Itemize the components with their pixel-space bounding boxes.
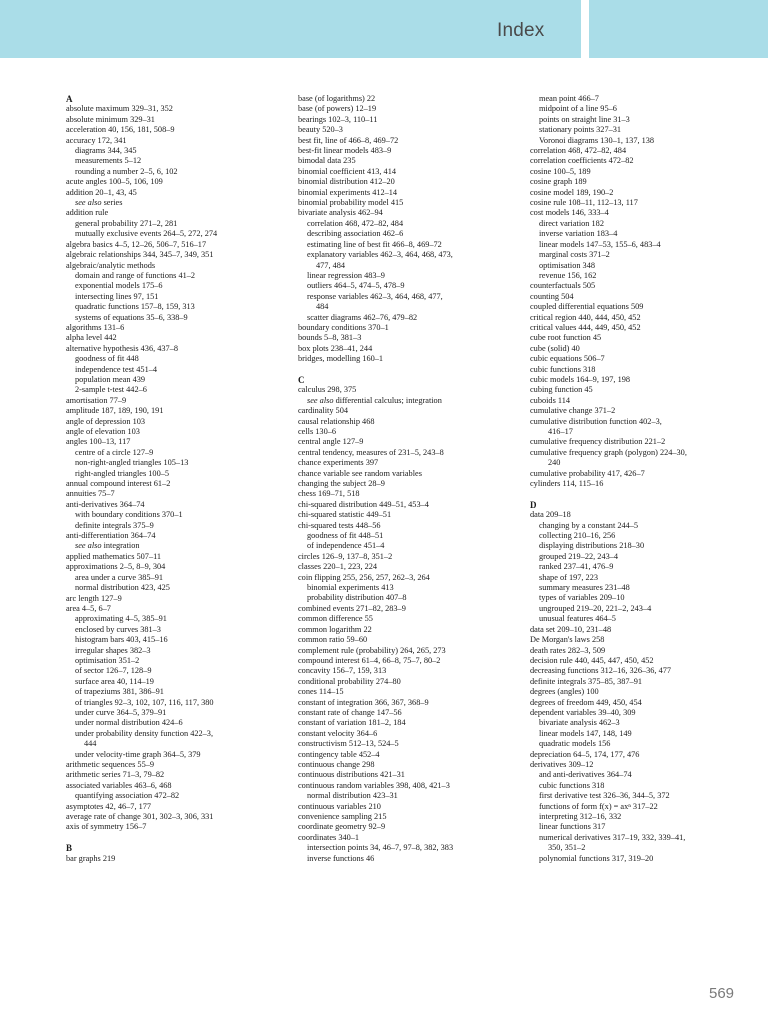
index-subentry: linear models 147–53, 155–6, 483–4	[539, 239, 661, 249]
page-number: 569	[709, 985, 735, 1002]
index-subentry: quadratic functions 157–8, 159, 313	[75, 302, 195, 312]
index-subentry: histogram bars 403, 415–16	[75, 635, 168, 645]
index-entry: amplitude 187, 189, 190, 191	[66, 406, 164, 416]
index-entry: best-fit linear models 483–9	[298, 146, 392, 156]
header-band-divider	[581, 0, 589, 58]
index-entry: arc length 127–9	[66, 593, 122, 603]
index-subentry: see also series	[75, 198, 123, 208]
header-band-right	[589, 0, 768, 58]
index-column-1	[66, 94, 288, 864]
index-entry: conditional probability 274–80	[298, 676, 401, 686]
index-entry: dependent variables 39–40, 309	[530, 707, 636, 717]
index-entry: definite integrals 375–85, 387–91	[530, 676, 642, 686]
index-subentry: numerical derivatives 317–19, 332, 339–41,	[539, 832, 686, 842]
index-entry: bar graphs 219	[66, 853, 116, 863]
index-subentry: cubic functions 318	[539, 780, 605, 790]
index-subentry: under normal distribution 424–6	[75, 718, 183, 728]
index-letter-heading: B	[66, 843, 73, 854]
index-entry: cost models 146, 333–4	[530, 208, 609, 218]
index-subentry: goodness of fit 448	[75, 354, 139, 364]
index-subentry: right-angled triangles 100–5	[75, 468, 170, 478]
index-entry: applied mathematics 507–11	[66, 551, 162, 561]
index-entry: cube root function 45	[530, 333, 602, 343]
index-entry: common difference 55	[298, 614, 373, 624]
index-subentry: of triangles 92–3, 102, 107, 116, 117, 380	[75, 697, 214, 707]
index-subentry: linear models 147, 148, 149	[539, 728, 632, 738]
index-entry: decreasing functions 312–16, 326–36, 477	[530, 666, 672, 676]
index-entry: cumulative change 371–2	[530, 406, 616, 416]
index-letter-heading: C	[298, 374, 305, 385]
index-entry: binomial experiments 412–14	[298, 187, 398, 197]
index-subentry: see also integration	[75, 541, 140, 551]
index-subentry: with boundary conditions 370–1	[75, 510, 183, 520]
section-gap	[298, 365, 523, 375]
index-entry: degrees (angles) 100	[530, 687, 599, 697]
index-entry: acceleration 40, 156, 181, 508–9	[66, 125, 175, 135]
index-subentry: independence test 451–4	[75, 364, 158, 374]
index-subentry: and anti-derivatives 364–74	[539, 770, 632, 780]
index-entry: bridges, modelling 160–1	[298, 354, 384, 364]
index-entry: angle of elevation 103	[66, 427, 140, 436]
index-subentry: intersecting lines 97, 151	[75, 291, 159, 301]
index-entry: calculus 298, 375	[298, 385, 357, 395]
index-letter-heading: A	[66, 94, 73, 104]
index-subentry: rounding a number 2–5, 6, 102	[75, 166, 178, 176]
index-entry: base (of powers) 12–19	[298, 104, 377, 114]
index-entry: addition 20–1, 43, 45	[66, 187, 137, 197]
index-entry: continuous change 298	[298, 759, 375, 769]
index-entry: acute angles 100–5, 106, 109	[66, 177, 163, 187]
index-entry: cubic equations 506–7	[530, 354, 605, 364]
index-entry: counterfactuals 505	[530, 281, 596, 291]
index-entry: chance experiments 397	[298, 458, 379, 468]
index-subentry: correlation 468, 472–82, 484	[307, 218, 404, 228]
index-subentry: inverse functions 46	[307, 853, 375, 863]
index-subentry: polynomial functions 317, 319–20	[539, 853, 654, 863]
index-subentry: shape of 197, 223	[539, 572, 598, 582]
index-entry: degrees of freedom 449, 450, 454	[530, 697, 642, 707]
index-subentry: collecting 210–16, 256	[539, 531, 616, 541]
index-entry: cosine 100–5, 189	[530, 166, 591, 176]
index-entry: data 209–18	[530, 510, 571, 520]
index-entry: cones 114–15	[298, 687, 344, 697]
index-subentry: midpoint of a line 95–6	[539, 104, 617, 114]
index-subentry: 350, 351–2	[548, 843, 586, 853]
index-entry: annuities 75–7	[66, 489, 115, 499]
index-subentry: centre of a circle 127–9	[75, 447, 154, 457]
index-entry: best fit, line of 466–8, 469–72	[298, 135, 399, 145]
index-subentry: probability distribution 407–8	[307, 593, 407, 603]
index-subentry: of trapeziums 381, 386–91	[75, 687, 164, 697]
index-subentry: 444	[84, 739, 97, 749]
index-subentry: grouped 219–22, 243–4	[539, 551, 619, 561]
index-subentry: area under a curve 385–91	[75, 572, 163, 582]
index-entry: decision rule 440, 445, 447, 450, 452	[530, 655, 654, 665]
index-entry: critical region 440, 444, 450, 452	[530, 312, 641, 322]
index-entry: constant of integration 366, 367, 368–9	[298, 697, 429, 707]
index-entry: algebraic/analytic methods	[66, 260, 156, 270]
index-subentry: stationary points 327–31	[539, 125, 622, 135]
index-entry: average rate of change 301, 302–3, 306, 331	[66, 812, 214, 822]
index-entry: angles 100–13, 117	[66, 437, 131, 447]
index-subentry: binomial experiments 413	[307, 583, 394, 593]
index-subentry: under probability density function 422–3,	[75, 728, 214, 738]
index-subentry: points on straight line 31–3	[539, 114, 630, 124]
index-entry: compound interest 61–4, 66–8, 75–7, 80–2	[298, 655, 441, 665]
index-entry: central tendency, measures of 231–5, 243–8	[298, 447, 444, 457]
index-subentry: types of variables 209–10	[539, 593, 625, 603]
index-entry: cubic models 164–9, 197, 198	[530, 374, 631, 384]
index-entry: cumulative frequency graph (polygon) 224–30,	[530, 447, 687, 457]
index-entry: accuracy 172, 341	[66, 135, 127, 145]
index-entry: alpha level 442	[66, 333, 117, 343]
index-entry: cube (solid) 40	[530, 343, 580, 353]
index-subentry: optimisation 348	[539, 260, 596, 270]
index-entry: constant of variation 181–2, 184	[298, 718, 406, 728]
index-entry: correlation coefficients 472–82	[530, 156, 634, 166]
index-subentry: under velocity-time graph 364–5, 379	[75, 749, 201, 759]
index-subentry: 240	[548, 458, 561, 468]
index-entry: associated variables 463–6, 468	[66, 780, 172, 790]
index-subentry: linear regression 483–9	[307, 270, 385, 280]
index-entry: constant rate of change 147–56	[298, 707, 402, 717]
index-entry: derivatives 309–12	[530, 759, 594, 769]
index-entry: continuous distributions 421–31	[298, 770, 405, 780]
index-subentry: 477, 484	[316, 260, 346, 270]
index-entry: beauty 520–3	[298, 125, 343, 135]
index-entry: arithmetic series 71–3, 79–82	[66, 770, 165, 780]
index-entry: anti-differentiation 364–74	[66, 531, 156, 541]
header-band	[0, 0, 581, 58]
index-entry: De Morgan's laws 258	[530, 635, 605, 645]
index-entry: counting 504	[530, 291, 574, 301]
index-entry: circles 126–9, 137–8, 351–2	[298, 551, 393, 561]
index-entry: box plots 238–41, 244	[298, 343, 373, 353]
index-subentry: ungrouped 219–20, 221–2, 243–4	[539, 603, 652, 613]
index-letter-heading: D	[530, 499, 537, 510]
index-entry: classes 220–1, 223, 224	[298, 562, 378, 572]
index-entry: amortisation 77–9	[66, 395, 127, 405]
index-subentry: definite integrals 375–9	[75, 520, 154, 530]
index-subentry: quantifying association 472–82	[75, 791, 180, 801]
index-subentry: inverse variation 183–4	[539, 229, 618, 239]
index-entry: algebra basics 4–5, 12–26, 506–7, 516–17	[66, 239, 207, 249]
index-subentry: measurements 5–12	[75, 156, 142, 166]
index-entry: cubic functions 318	[530, 364, 596, 374]
index-subentry: irregular shapes 382–3	[75, 645, 151, 655]
index-entry: common ratio 59–60	[298, 635, 368, 645]
index-subentry: quadratic models 156	[539, 739, 611, 749]
index-entry: cardinality 504	[298, 406, 348, 416]
index-entry: cells 130–6	[298, 426, 337, 436]
index-subentry: estimating line of best fit 466–8, 469–72	[307, 239, 442, 249]
index-entry: cumulative frequency distribution 221–2	[530, 437, 666, 447]
page-title: Index	[497, 20, 545, 41]
index-entry: central angle 127–9	[298, 437, 364, 447]
index-entry: cuboids 114	[530, 395, 571, 405]
index-entry: alternative hypothesis 436, 437–8	[66, 343, 178, 353]
index-entry: complement rule (probability) 264, 265, 273	[298, 645, 446, 655]
index-entry: anti-derivatives 364–74	[66, 499, 145, 509]
index-subentry: outliers 464–5, 474–5, 478–9	[307, 281, 405, 291]
index-entry: coin flipping 255, 256, 257, 262–3, 264	[298, 572, 430, 582]
index-subentry: ranked 237–41, 476–9	[539, 562, 614, 572]
index-entry: annual compound interest 61–2	[66, 479, 171, 489]
index-subentry: domain and range of functions 41–2	[75, 270, 196, 280]
index-entry: changing the subject 28–9	[298, 479, 385, 489]
index-entry: continuous variables 210	[298, 801, 381, 811]
index-entry: bimodal data 235	[298, 156, 356, 166]
index-entry: cosine graph 189	[530, 177, 587, 187]
index-entry: combined events 271–82, 283–9	[298, 603, 406, 613]
index-subentry: goodness of fit 448–51	[307, 531, 384, 541]
index-subentry: marginal costs 371–2	[539, 250, 610, 260]
index-subentry: systems of equations 35–6, 338–9	[75, 312, 188, 322]
index-entry: coordinate geometry 92–9	[298, 822, 386, 832]
index-subentry: diagrams 344, 345	[75, 146, 137, 156]
index-column-3	[530, 94, 740, 864]
index-subentry: direct variation 182	[539, 218, 604, 228]
index-entry: coordinates 340–1	[298, 832, 360, 842]
index-subentry: bivariate analysis 462–3	[539, 718, 620, 728]
index-subentry: enclosed by curves 381–3	[75, 624, 161, 634]
index-subentry: non-right-angled triangles 105–13	[75, 458, 189, 468]
index-subentry: Voronoi diagrams 130–1, 137, 138	[539, 135, 655, 145]
index-entry: chance variable see random variables	[298, 468, 422, 478]
index-entry: cylinders 114, 115–16	[530, 479, 604, 489]
index-subentry: 416–17	[548, 427, 573, 436]
index-entry: addition rule	[66, 208, 109, 218]
index-subentry: scatter diagrams 462–76, 479–82	[307, 312, 418, 322]
index-entry: absolute maximum 329–31, 352	[66, 104, 173, 114]
index-entry: continuous random variables 398, 408, 421–3	[298, 780, 450, 790]
index-entry: cubing function 45	[530, 385, 593, 395]
index-subentry: exponential models 175–6	[75, 281, 163, 291]
index-entry: common logarithm 22	[298, 624, 372, 634]
index-subentry: normal distribution 423, 425	[75, 583, 170, 593]
index-entry: convenience sampling 215	[298, 812, 387, 822]
index-subentry: general probability 271–2, 281	[75, 218, 178, 228]
index-subentry: under curve 364–5, 379–91	[75, 707, 167, 717]
index-entry: data set 209–10, 231–48	[530, 624, 612, 634]
index-subentry: of sector 126–7, 128–9	[75, 666, 152, 676]
index-entry: constant velocity 364–6	[298, 728, 378, 738]
index-subentry: mutually exclusive events 264–5, 272, 274	[75, 229, 218, 239]
index-entry: algorithms 131–6	[66, 322, 125, 332]
index-subentry: interpreting 312–16, 332	[539, 812, 622, 822]
index-entry: critical values 444, 449, 450, 452	[530, 322, 641, 332]
index-entry: coupled differential equations 509	[530, 302, 644, 312]
index-subentry: see also differential calculus; integration	[307, 395, 442, 405]
index-subentry: summary measures 231–48	[539, 583, 630, 593]
index-subentry: response variables 462–3, 464, 468, 477,	[307, 291, 443, 301]
index-subentry: first derivative test 326–36, 344–5, 372	[539, 791, 670, 801]
index-entry: concavity 156–7, 159, 313	[298, 666, 387, 676]
index-entry: correlation 468, 472–82, 484	[530, 146, 627, 156]
index-subentry: displaying distributions 218–30	[539, 541, 645, 551]
index-subentry: approximating 4–5, 385–91	[75, 614, 167, 624]
index-entry: causal relationship 468	[298, 416, 375, 426]
index-subentry: linear functions 317	[539, 822, 606, 832]
index-entry: cumulative probability 417, 426–7	[530, 468, 645, 478]
index-entry: cosine model 189, 190–2	[530, 187, 614, 197]
section-gap	[66, 833, 288, 843]
index-subentry: surface area 40, 114–19	[75, 676, 154, 686]
index-entry: area 4–5, 6–7	[66, 603, 111, 613]
index-subentry: intersection points 34, 46–7, 97–8, 382, 383	[307, 843, 454, 853]
index-entry: chi-squared distribution 449–51, 453–4	[298, 499, 429, 509]
index-entry: binomial probability model 415	[298, 198, 404, 208]
index-entry: chi-squared statistic 449–51	[298, 510, 392, 520]
index-subentry: unusual features 464–5	[539, 614, 616, 624]
index-entry: approximations 2–5, 8–9, 304	[66, 562, 166, 572]
index-entry: angle of depression 103	[66, 416, 146, 426]
section-gap	[530, 489, 740, 499]
index-entry: bearings 102–3, 110–11	[298, 114, 378, 124]
index-column-2	[298, 94, 523, 864]
index-subentry: functions of form f(x) = axⁿ 317–22	[539, 801, 658, 811]
index-entry: cumulative distribution function 402–3,	[530, 416, 662, 426]
index-entry: arithmetic sequences 55–9	[66, 760, 155, 769]
index-entry: chi-squared tests 448–56	[298, 520, 381, 530]
index-entry: binomial distribution 412–20	[298, 177, 395, 187]
index-subentry: population mean 439	[75, 374, 146, 384]
index-subentry: explanatory variables 462–3, 464, 468, 473,	[307, 250, 453, 260]
index-subentry: 484	[316, 302, 329, 312]
index-entry: contingency table 452–4	[298, 749, 380, 759]
index-entry: depreciation 64–5, 174, 177, 476	[530, 749, 640, 759]
index-entry: absolute minimum 329–31	[66, 114, 155, 124]
index-subentry: of independence 451–4	[307, 541, 385, 551]
index-subentry: describing association 462–6	[307, 229, 404, 239]
index-entry: asymptotes 42, 46–7, 177	[66, 801, 152, 811]
index-subentry: normal distribution 423–31	[307, 791, 398, 801]
index-entry: binomial coefficient 413, 414	[298, 166, 397, 176]
index-entry: algebraic relationships 344, 345–7, 349, 351	[66, 250, 214, 260]
index-entry: cosine rule 108–11, 112–13, 117	[530, 198, 638, 208]
index-entry: bivariate analysis 462–94	[298, 208, 383, 218]
index-subentry: mean point 466–7	[539, 94, 599, 103]
index-entry: axis of symmetry 156–7	[66, 822, 147, 832]
index-entry: boundary conditions 370–1	[298, 322, 389, 332]
index-subentry: optimisation 351–2	[75, 655, 140, 665]
index-entry: chess 169–71, 518	[298, 489, 360, 499]
index-entry: bounds 5–8, 381–3	[298, 333, 362, 343]
index-subentry: changing by a constant 244–5	[539, 520, 639, 530]
index-subentry: 2-sample t-test 442–6	[75, 385, 147, 395]
index-entry: base (of logarithms) 22	[298, 94, 376, 103]
index-entry: constructivism 512–13, 524–5	[298, 739, 399, 749]
index-subentry: revenue 156, 162	[539, 270, 597, 280]
index-entry: death rates 282–3, 509	[530, 645, 606, 655]
